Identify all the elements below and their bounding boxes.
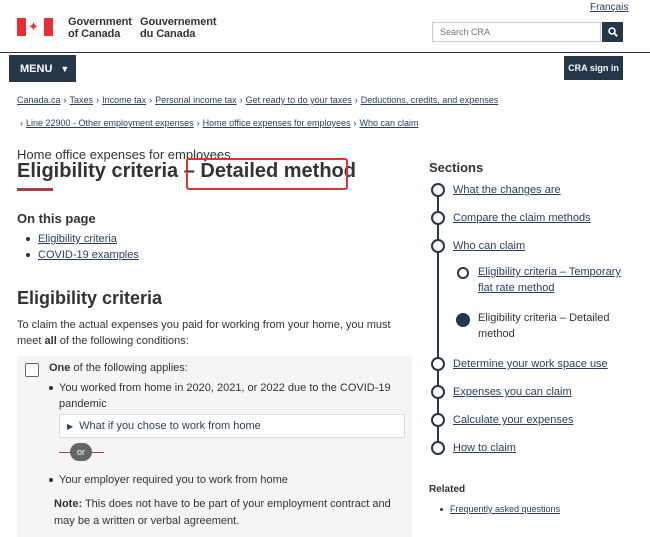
section-link[interactable]: How to claim <box>453 442 516 454</box>
search-icon <box>608 27 618 37</box>
step-marker <box>431 413 445 427</box>
condition-list <box>49 380 404 412</box>
language-toggle-link[interactable]: Français <box>590 2 629 13</box>
section-link[interactable]: Compare the claim methods <box>453 212 591 224</box>
related-list <box>440 504 560 514</box>
sections-heading: Sections <box>429 160 484 175</box>
step-marker <box>431 211 445 225</box>
breadcrumb-link[interactable]: Personal income tax <box>155 95 237 105</box>
toc-link[interactable]: Eligibility criteria <box>38 233 117 245</box>
highlight-annotation-box <box>186 158 348 190</box>
current-section: Eligibility criteria – Detailed method <box>478 312 610 340</box>
list-item <box>26 233 139 245</box>
list-item <box>26 249 139 261</box>
page-title-prefix: Eligibility criteria – <box>17 160 201 182</box>
search-input[interactable] <box>432 22 601 42</box>
chevron-right-icon: › <box>63 95 67 105</box>
chevron-right-icon: › <box>149 95 153 105</box>
chevron-right-icon: › <box>353 118 357 128</box>
page-pretitle: Home office expenses for employees <box>17 147 231 162</box>
breadcrumb-link[interactable]: Canada.ca <box>17 95 61 105</box>
chevron-right-icon: › <box>20 118 23 128</box>
search-button[interactable] <box>602 22 623 42</box>
section-link[interactable]: Determine your work space use <box>453 358 608 370</box>
list-item: You worked from home in 2020, 2021, or 2022 due to the COVID-19 pandemic <box>49 380 404 412</box>
breadcrumb-link[interactable]: Get ready to do your taxes <box>245 95 352 105</box>
current-step-marker <box>456 313 470 327</box>
on-this-page-heading: On this page <box>17 211 96 226</box>
step-marker <box>431 239 445 253</box>
chevron-right-icon: › <box>96 95 100 105</box>
section-heading: Eligibility criteria <box>17 288 163 308</box>
condition-checkbox[interactable] <box>25 363 39 377</box>
chevron-right-icon: › <box>239 95 243 105</box>
triangle-right-icon: ▶ <box>67 421 74 431</box>
cra-sign-in-button[interactable]: CRA sign in <box>564 56 623 80</box>
substep-marker <box>457 267 469 279</box>
details-summary-label: What if you chose to work from home <box>79 420 261 432</box>
related-heading: Related <box>429 484 466 495</box>
chevron-down-icon: ▼ <box>60 63 70 74</box>
signature-english: Government of Canada <box>68 16 132 40</box>
condition-heading: One of the following applies: <box>49 362 188 374</box>
breadcrumb <box>17 118 419 128</box>
details-expander[interactable] <box>59 414 405 438</box>
chevron-right-icon: › <box>354 95 358 105</box>
menu-button[interactable] <box>9 55 76 82</box>
step-marker <box>431 357 445 371</box>
page-title-highlight: Detailed method <box>200 160 356 182</box>
on-this-page-list <box>26 233 139 265</box>
breadcrumb-link[interactable]: Deductions, credits, and expenses <box>360 95 499 105</box>
substeps-connector <box>437 250 462 320</box>
section-link[interactable]: Who can claim <box>453 240 526 252</box>
list-item: Your employer required you to work from home <box>49 472 404 488</box>
breadcrumb <box>17 95 498 105</box>
step-marker <box>431 441 445 455</box>
related-link[interactable]: Frequently asked questions <box>450 504 561 514</box>
breadcrumb-link[interactable]: Who can claim <box>359 118 419 128</box>
chevron-right-icon: › <box>196 118 200 128</box>
note-text: Note: This does not have to be part of your employment contract and may be a written or verbal agreement. <box>54 498 391 527</box>
breadcrumb-link[interactable]: Taxes <box>69 95 94 105</box>
menu-label: MENU <box>20 62 53 75</box>
step-marker <box>431 385 445 399</box>
toc-link[interactable]: COVID-19 examples <box>38 249 139 261</box>
condition-list <box>49 472 404 488</box>
signature-french: Gouvernement du Canada <box>140 16 217 40</box>
step-marker <box>431 183 445 197</box>
section-link[interactable]: Eligibility criteria – Temporary flat rate method <box>478 266 621 294</box>
list-item <box>440 504 560 514</box>
title-accent-bar <box>17 188 53 191</box>
breadcrumb-link[interactable]: Line 22900 - Other employment expenses <box>26 118 194 128</box>
or-badge: or <box>70 443 92 461</box>
breadcrumb-link[interactable]: Income tax <box>102 95 147 105</box>
section-link[interactable]: Expenses you can claim <box>453 386 572 398</box>
canada-flag-logo: ✦ <box>17 18 53 36</box>
section-link[interactable]: Calculate your expenses <box>453 414 574 426</box>
intro-paragraph: To claim the actual expenses you paid for working from your home, you must meet all of the following conditions: <box>17 319 391 347</box>
breadcrumb-link[interactable]: Home office expenses for employees <box>202 118 351 128</box>
header-divider <box>0 52 650 53</box>
section-link[interactable]: What the changes are <box>453 184 561 196</box>
